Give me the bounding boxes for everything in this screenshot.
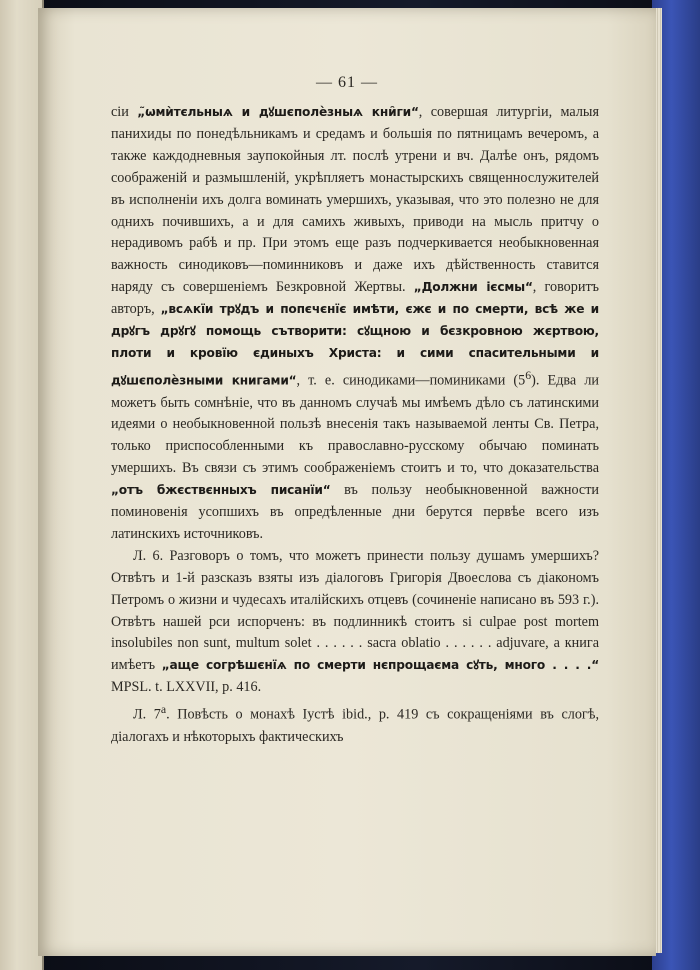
- paragraph-1: [111, 102, 599, 546]
- text-run: сiи: [111, 104, 138, 120]
- text-run: Л. 7: [133, 706, 161, 723]
- slavonic-quote: „отъ бжєствєнныхъ писанїи“: [111, 483, 331, 498]
- body-text: [111, 102, 599, 749]
- footnote-superscript: 6: [525, 367, 532, 382]
- text-run: Л. 6. Разговоръ о томъ, что можетъ принести пользу душамъ умершихъ? Отвѣтъ и 1-й разсказъ взяты изъ дiалоговъ Григорiя Двоеслова съ дiакономъ Петромъ о жизни и чудесахъ италiйскихъ отцевъ (сочиненiе написано въ 593 г.). Отвѣтъ нашей рси испорченъ: въ подлинникѣ стоитъ si culpae post mortem insolubiles non sunt, multum solet . . . . . . sacra oblatio . . . . . . adjuvare, а книга имѣетъ: [111, 547, 599, 674]
- book-page: [38, 8, 656, 956]
- slavonic-quote: „̃ѡмѝтєльныѧ и дꙋшєполѐзныѧ кни̑ги“: [137, 105, 419, 119]
- slavonic-quote: „всѧкїи трꙋдъ и попєчєнїє имѣти, єжє и по смерти, всѣ же и дрꙋгъ дрꙋгꙋ помощь сътворити: сꙋщною и бєзкровною жєртвою, плоти и кровїю єдиныхъ Христа: и сими спасительными и дꙋшєполѐзными книгами“: [111, 302, 599, 388]
- text-run: , т. е. синодиками—поминиками (5: [296, 372, 526, 389]
- text-run: MPSL. t. LXXVII, p. 416.: [111, 679, 262, 696]
- text-run: , совершая литургiи, малыя панихиды по понедѣльникамъ и средамъ и большiя по пятницамъ вечеромъ, а также каждодневныя заупокойныя лт. послѣ утрени и вч. Далѣе онъ, рядомъ соображенiй и размышленiй, укрѣпляетъ монастырскихъ священнослужителей въ исполненiи ихъ долга воминать умершихъ, указывая, что это полезно не для однихъ почившихъ, а и для самихъ живыхъ, приводи на мысль притчу о нерадивомъ рабѣ и пр. При этомъ еще разъ подчеркивается необыкновенная важность синодиковъ—поминниковъ и даже ихъ дѣйственность ставится наряду съ совершенiемъ Безкровной Жертвы.: [111, 104, 599, 296]
- text-run: , говоритъ авторъ,: [111, 279, 599, 318]
- slavonic-quote: „Должни ієсмы“: [413, 280, 533, 295]
- paragraph-2: [111, 546, 599, 699]
- paragraph-3: [111, 699, 599, 749]
- text-run: въ пользу необыкновенной важности поминовенiя усопшихъ въ опредѣленные дни берутся первѣе всего изъ латинскихъ источниковъ.: [111, 482, 599, 542]
- text-run: . Повѣсть о монахѣ Іустѣ ibid., p. 419 съ сокращенiями въ слогѣ, дiалогахъ и нѣкоторыхъ фактическихъ: [111, 706, 599, 745]
- page-number: — 61 —: [316, 74, 378, 91]
- footnote-superscript: a: [160, 702, 167, 717]
- slavonic-quote: „аще согрѣшєнїѧ по смерти нєпрощаєма сꙋть, много . . . .“: [161, 658, 600, 673]
- text-run: ). Едва ли можетъ быть сомнѣнiе, что въ данномъ случаѣ мы имѣемъ дѣло съ латинскими идеями о необыкновенной пользѣ внесенiя такъ называемой ленты Св. Петра, только приспособленными къ православно-русскому обычаю поминать умершихъ. Въ связи съ этимъ соображенiемъ стоитъ и то, что доказательства: [111, 372, 600, 477]
